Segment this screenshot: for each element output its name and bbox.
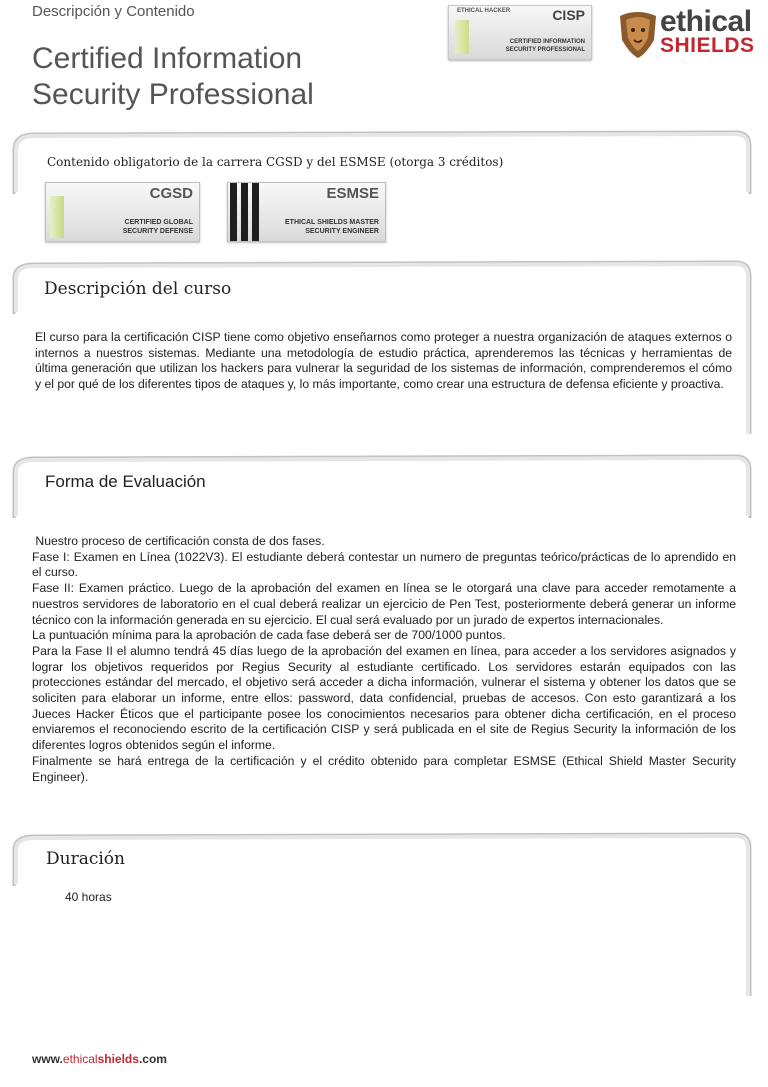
- logo-word-ethical: ethical: [660, 5, 752, 38]
- badge-top-label: ETHICAL HACKER: [457, 8, 511, 14]
- footer-brand-shields: shields: [97, 1052, 139, 1066]
- evaluation-paragraph: Nuestro proceso de certificación consta de dos fases.: [32, 534, 325, 548]
- badge-stripe: [241, 183, 248, 241]
- lion-shield-icon: [616, 8, 660, 60]
- careers-subtitle: Contenido obligatorio de la carrera CGSD y del ESMSE (otorga 3 créditos): [47, 155, 504, 169]
- badge-code: ESMSE: [326, 185, 379, 202]
- badge-line-1: CERTIFIED GLOBAL: [124, 219, 193, 226]
- badge-line-1: CERTIFIED INFORMATION: [509, 39, 585, 45]
- footer-brand-ethical: ethical: [62, 1052, 98, 1066]
- page-title: Certified Information Security Professional: [32, 42, 314, 111]
- badge-line-2: SECURITY DEFENSE: [122, 228, 193, 235]
- evaluation-paragraph: Fase I: Examen en Línea (1022V3). El estudiante deberá contestar un numero de preguntas teórico/prácticas de lo aprendido en el curso.: [32, 549, 736, 580]
- cisp-badge: [448, 5, 592, 60]
- footer-suffix: .com: [138, 1052, 167, 1066]
- badge-stripe: [230, 183, 237, 241]
- logo-word-shields: SHIELDS: [660, 34, 755, 57]
- badge-code: CGSD: [149, 185, 193, 202]
- badge-stripe: [252, 183, 259, 241]
- badge-stripe: [455, 20, 469, 54]
- description-heading: Descripción del curso: [44, 279, 232, 299]
- evaluation-text: [32, 534, 736, 785]
- evaluation-section-frame: [0, 448, 768, 538]
- cgsd-badge: [45, 182, 200, 242]
- footer-prefix: www.: [32, 1052, 63, 1066]
- badge-code: CISP: [552, 7, 585, 23]
- evaluation-paragraph: Finalmente se hará entrega de la certificación y el crédito obtenido para completar ESMSE (Ethical Shield Master Security Engineer).: [32, 753, 736, 784]
- evaluation-heading: Forma de Evaluación: [45, 472, 206, 491]
- page-kicker: Descripción y Contenido: [32, 3, 195, 20]
- badge-line-2: SECURITY PROFESSIONAL: [505, 47, 585, 53]
- badge-stripe: [50, 196, 64, 238]
- badge-line-1: ETHICAL SHIELDS MASTER: [285, 219, 379, 226]
- description-text: El curso para la certificación CISP tiene como objetivo enseñarnos como proteger a nuestra organización de ataques externos o internos a nuestros sistemas. Mediante una metodología de estudio práctica, aprenderemos las técnicas y herramientas de última generación que utilizan los hackers para vulnerar la seguridad de los sistemas de información, comprenderemos el cómo y el por qué de los diferentes tipos de ataques y, lo más importante, como crear una estructura de defensa eficiente y proactiva.: [35, 330, 732, 392]
- footer-website[interactable]: [32, 1052, 167, 1066]
- ethical-shields-logo: [616, 5, 756, 60]
- duration-heading: Duración: [46, 849, 125, 869]
- evaluation-paragraph: La puntuación mínima para la aprobación de cada fase deberá ser de 700/1000 puntos.: [32, 628, 506, 643]
- evaluation-paragraph: Para la Fase II el alumno tendrá 45 días luego de la aprobación del examen en línea, para acceder a los servidores asignados y lograr los objetivos requeridos por Regius Security al estudiante certificado. Los servidores estarán equipados con las protecciones estándar del mercado, el objetivo será acceder a dicha información, vulnerar el sistema y obtener los datos que se soliciten para elaborar un informe, entre ellos: password, data confidencial, pruebas de accesos. Con esto garantizará a los Jueces Hacker Éticos que el participante posee los conocimientos necesarios para obtener dicha certificación, en el proceso enviaremos el reconociendo escrito de la certificación CISP y será publicada en el site de Regius Security la información de los diferentes logros obtenidos según el informe.: [32, 643, 736, 753]
- evaluation-paragraph: Fase II: Examen práctico. Luego de la aprobación del examen en línea se le otorgará una clave para acceder remotamente a nuestros servidores de laboratorio en el cual deberá realizar un ejercicio de Pen Test, posteriormente deberá generar un informe técnico con la información generada en su ejercicio. El cual será evaluado por un jurado de expertos internacionales.: [32, 581, 736, 627]
- badge-line-2: SECURITY ENGINEER: [305, 228, 379, 235]
- esmse-badge: [227, 182, 386, 242]
- duration-value: 40 horas: [65, 890, 112, 904]
